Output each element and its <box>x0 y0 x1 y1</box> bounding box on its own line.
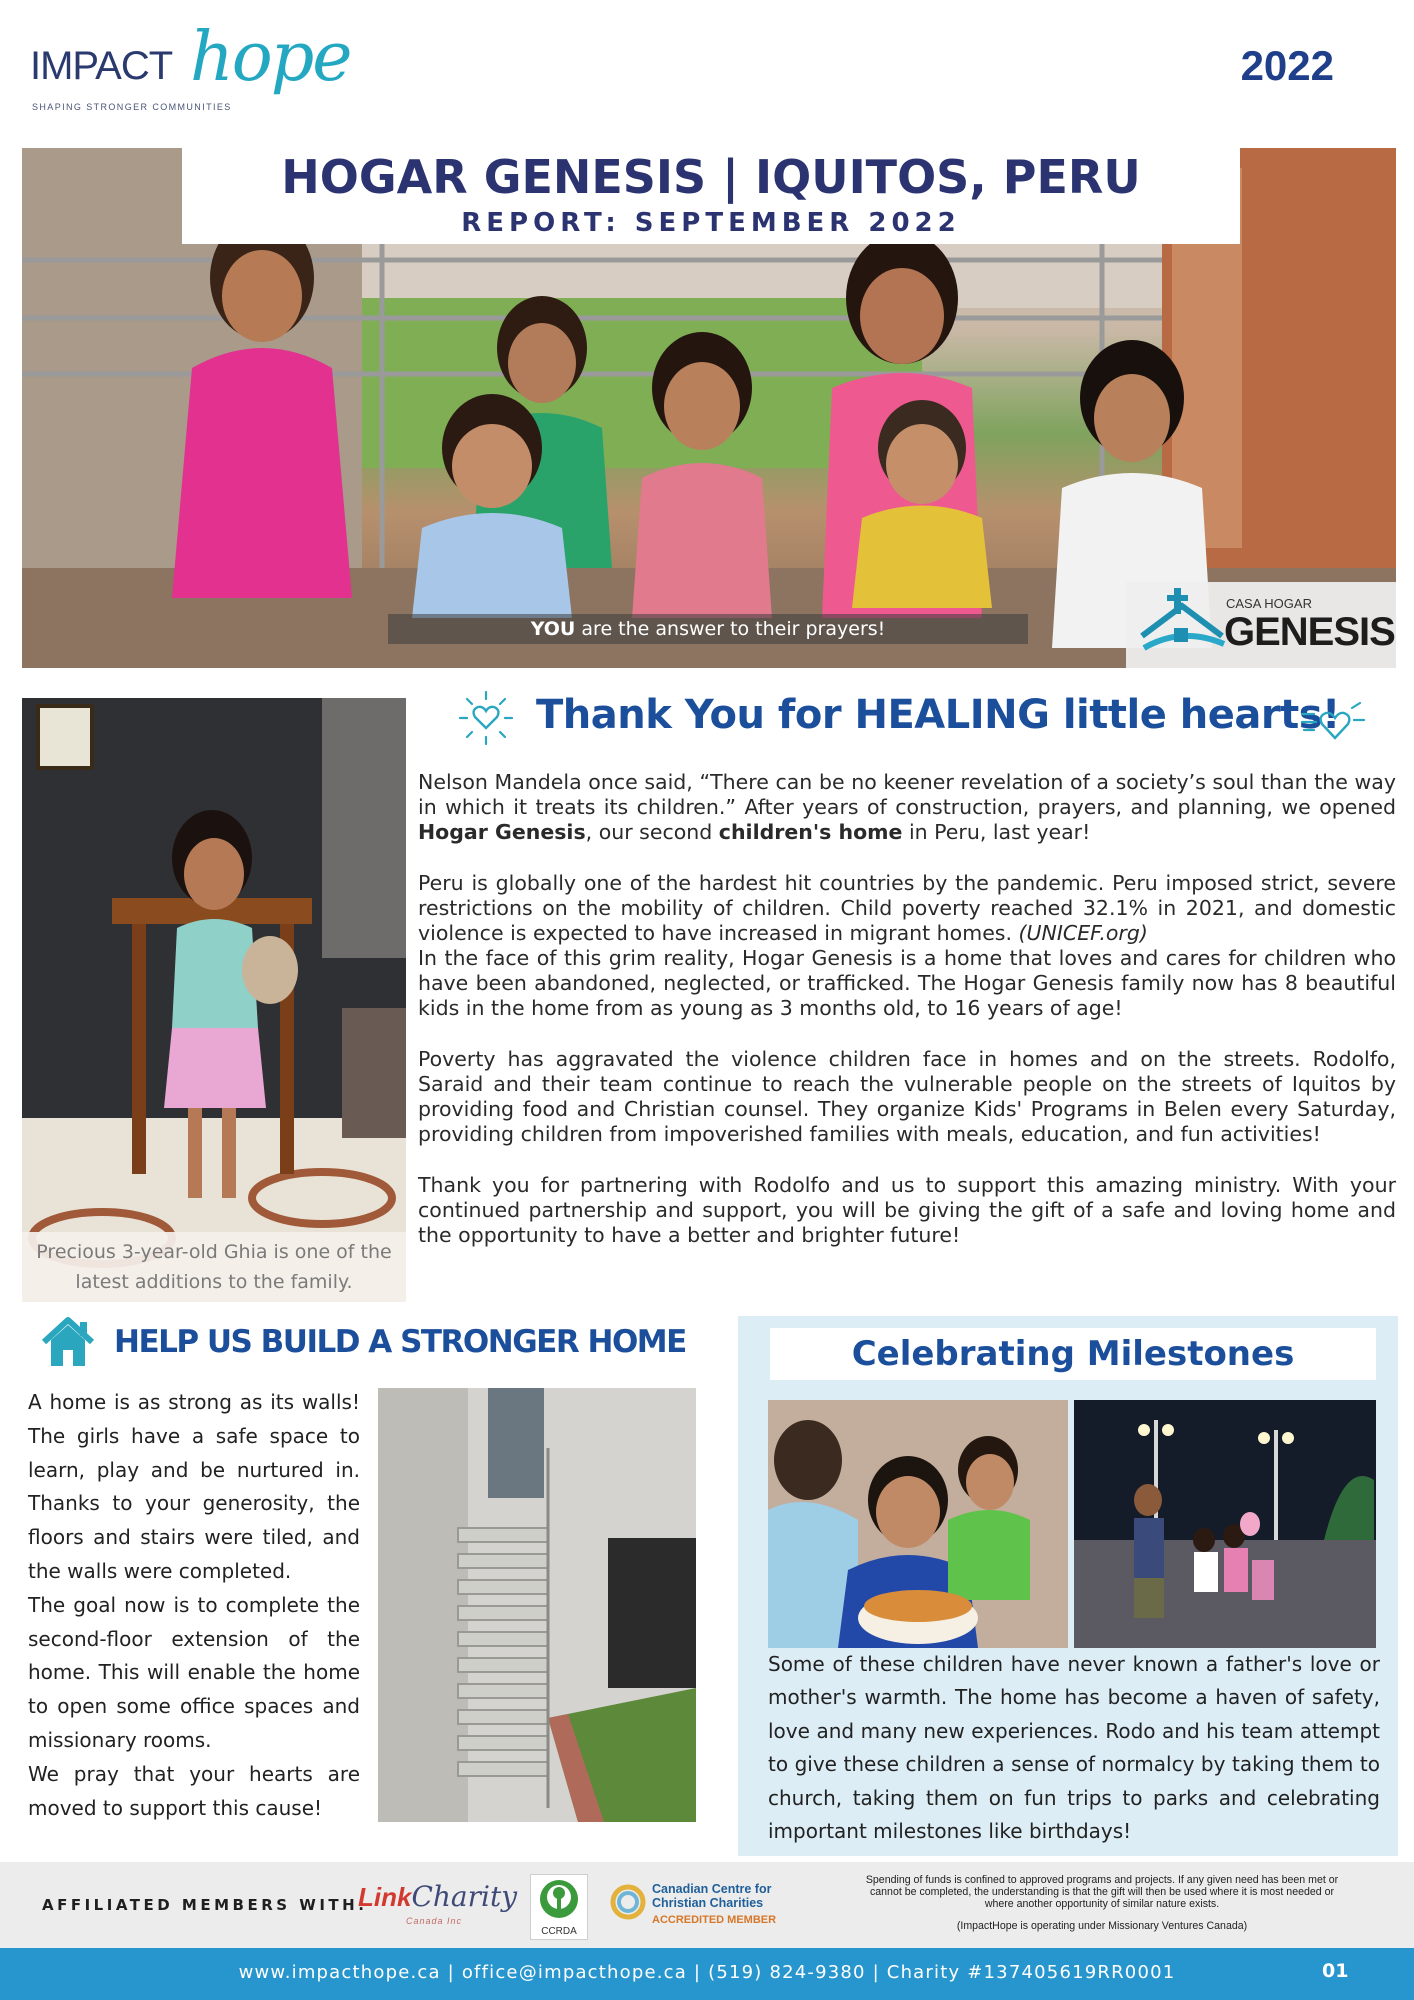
report-subtitle: REPORT: SEPTEMBER 2022 <box>461 208 961 238</box>
park-photo-scene <box>1074 1400 1376 1648</box>
thank-you-paragraph-5: Thank you for partnering with Rodolfo and us to support this amazing ministry. With your continued partnership and support, you will be giving the gift of a safe and loving home and the opportunity to have a better and brighter future! <box>418 1173 1396 1247</box>
cccc-ring-icon <box>608 1882 648 1922</box>
ccrda-text: CCRDA <box>541 1926 577 1937</box>
logo-tagline: SHAPING STRONGER COMMUNITIES <box>32 102 232 112</box>
build-paragraph-1: A home is as strong as its walls! The girls have a safe space to learn, play and be nurtured in. Thanks to your generosity, the floors and stairs were tiled, and the walls were completed. <box>28 1390 360 1583</box>
stairs-photo-scene <box>378 1388 696 1822</box>
house-icon <box>40 1316 96 1368</box>
casa-hogar-genesis-logo <box>1126 582 1396 668</box>
cccc-logo <box>608 1878 788 1938</box>
affiliated-label: AFFILIATED MEMBERS WITH: <box>42 1896 368 1914</box>
tree-icon <box>531 1877 587 1925</box>
build-heading: HELP US BUILD A STRONGER HOME <box>114 1324 686 1360</box>
milestones-heading: Celebrating Milestones <box>770 1328 1376 1380</box>
logo-hope-text: hope <box>190 18 351 97</box>
cccc-name: Canadian Centre for Christian Charities <box>652 1882 772 1910</box>
report-title: HOGAR GENESIS | IQUITOS, PERU <box>281 150 1141 204</box>
page-number: 01 <box>1322 1960 1349 1982</box>
thank-you-heading: Thank You for HEALING little hearts! <box>536 692 1340 738</box>
build-paragraph-2: The goal now is to complete the second-floor extension of the home. This will enable the home to open some office spaces and missionary rooms. <box>28 1592 360 1752</box>
report-title-box <box>182 148 1240 244</box>
birthday-cake-photo <box>768 1400 1068 1648</box>
thank-you-body <box>418 770 1396 1274</box>
thank-you-paragraph-4: Poverty has aggravated the violence children face in homes and on the streets. Rodolfo, Saraid and their team continue to reach the vulnerable people on the streets of Iquitos by providing food and Christian counsel. They organize Kids' Programs in Belen every Saturday, providing children from impoverished families with meals, education, and fun activities! <box>418 1047 1396 1146</box>
park-night-photo <box>1074 1400 1376 1648</box>
p1-text-e: in Peru, last year! <box>902 820 1091 844</box>
thank-you-paragraph-3: In the face of this grim reality, Hogar Genesis is a home that loves and cares for children who have been abandoned, neglected, or trafficked. The Hogar Genesis family now has 8 beautiful kids in the home from as young as 3 months old, to 16 years of age! <box>418 946 1396 1020</box>
funds-disclaimer: Spending of funds is confined to approved programs and projects. If any given need has been met or cannot be completed, the understanding is that the gift will then be used where it is most needed or where another opportunity of similar nature exists. <box>865 1874 1339 1910</box>
birthday-photo-scene <box>768 1400 1068 1648</box>
linkcharity-logo <box>358 1880 518 1928</box>
ghia-photo-scene <box>22 698 406 1302</box>
linkcharity-sub-text: Canada Inc <box>406 1916 463 1926</box>
ccrda-logo <box>530 1874 588 1940</box>
p1-bold-hogar-genesis: Hogar Genesis <box>418 820 586 844</box>
thank-you-paragraph-1 <box>418 770 1396 845</box>
genesis-text: GENESIS <box>1224 610 1395 654</box>
thank-you-paragraph-2 <box>418 871 1396 946</box>
linkcharity-charity-text: Charity <box>411 1880 518 1913</box>
heart-lines-icon <box>1300 700 1366 744</box>
impacthope-logo <box>30 18 351 118</box>
house-cross-icon <box>1134 588 1230 664</box>
logo-impact-text: IMPACT <box>30 44 173 88</box>
report-year: 2022 <box>1240 42 1334 89</box>
p1-text-a: Nelson Mandela once said, “There can be no keener revelation of a society’s soul than the way in which it treats its children.” After years of construction, prayers, and planning, we opened <box>418 770 1396 819</box>
milestones-body: Some of these children have never known a father's love or mother's warmth. The home has become a haven of safety, love and many new experiences. Rodo and his team attempt to give these children a sense of normalcy by taking them to church, taking them on fun trips to parks and celebrating important milestones like birthdays! <box>768 1652 1380 1844</box>
p1-text-c: , our second <box>585 820 719 844</box>
hero-caption <box>388 614 1028 644</box>
contact-info[interactable]: www.impacthope.ca | office@impacthope.ca | (519) 824-9380 | Charity #137405619RR0001 <box>238 1962 1176 1983</box>
p2-unicef-source: (UNICEF.org) <box>1018 921 1148 945</box>
ghia-photo <box>22 698 406 1302</box>
hero-caption-bold: YOU <box>530 618 576 640</box>
missionary-ventures-note: (ImpactHope is operating under Missionary Ventures Canada) <box>956 1920 1248 1932</box>
build-paragraph-3: We pray that your hearts are moved to support this cause! <box>28 1761 360 1820</box>
build-body <box>28 1386 360 1825</box>
heart-burst-icon <box>458 690 514 746</box>
hero-caption-text: are the answer to their prayers! <box>575 618 886 640</box>
linkcharity-link-text: Link <box>358 1882 412 1912</box>
p1-bold-childrens-home: children's home <box>718 820 903 844</box>
p2-text: Peru is globally one of the hardest hit countries by the pandemic. Peru imposed strict, severe restrictions on the mobility of children. Child poverty reached 32.1% in 2021, and domestic violence is expected to have increased in migrant homes. <box>418 871 1396 945</box>
cccc-accredited: ACCREDITED MEMBER <box>652 1914 777 1926</box>
ghia-photo-caption: Precious 3-year-old Ghia is one of the latest additions to the family. <box>22 1232 406 1302</box>
stairs-photo <box>378 1388 696 1822</box>
casa-hogar-text: CASA HOGAR <box>1226 596 1312 611</box>
